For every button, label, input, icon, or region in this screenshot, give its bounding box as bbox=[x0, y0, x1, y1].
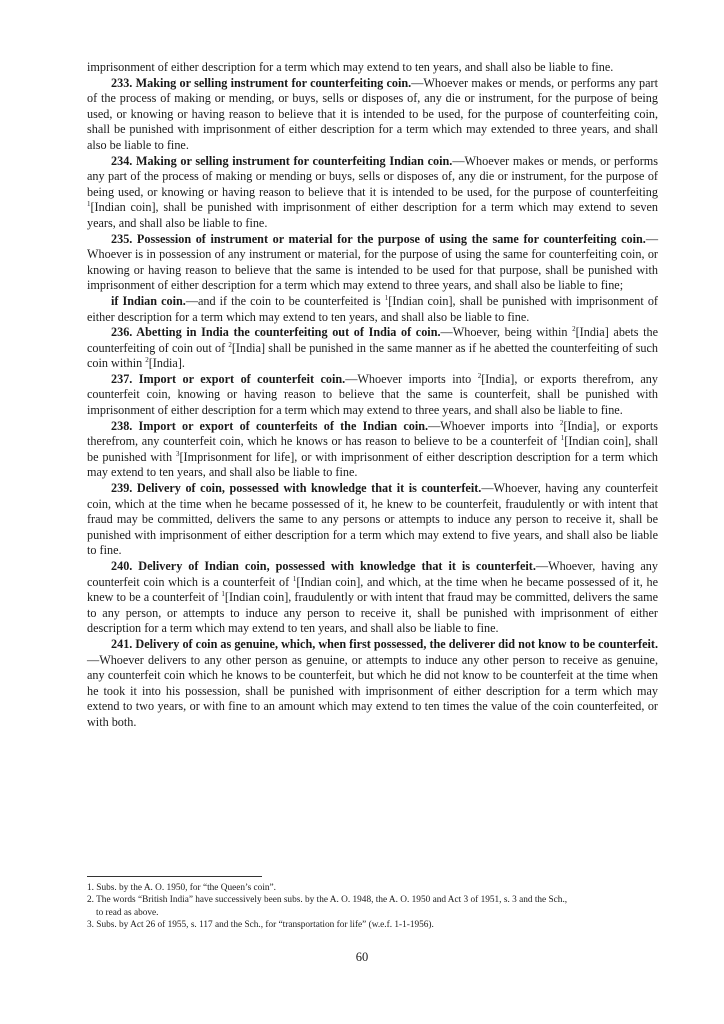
section-heading: 235. Possession of instrument or material for the purpose of using the same for counterfeiting coin. bbox=[111, 231, 646, 246]
section-heading: 233. Making or selling instrument for counterfeiting coin. bbox=[111, 75, 412, 90]
footnote-3: 3. Subs. by Act 26 of 1955, s. 117 and the Sch., for “transportation for life” (w.e.f. 1-1-1956). bbox=[87, 920, 434, 931]
section-text: —and if the coin to be counterfeited is bbox=[185, 293, 385, 308]
footnote-2-continuation: to read as above. bbox=[96, 907, 159, 918]
footnote-ref: 1 bbox=[384, 293, 389, 302]
footnote-2-line: 2. The words “British India” have successively been subs. by the A. O. 1948, the A. O. 1950 and Act 3 of 1951, s. 3 and the Sch., bbox=[87, 895, 568, 906]
footnote-ref: 2 bbox=[559, 418, 564, 427]
section-text: [India], or exports therefrom, any counterfeit coin, which he knows or has reason to believe to be a counterfeit of bbox=[87, 418, 658, 449]
section-text: [Imprisonment for life], or with imprisonment of either description description for a term which may extend to ten years, and shall also be liable to fine. bbox=[87, 449, 658, 480]
section-heading: 238. Import or export of counterfeits of the Indian coin. bbox=[111, 418, 429, 433]
footnote-ref: 1 bbox=[560, 434, 565, 443]
footnote-ref: 3 bbox=[175, 449, 180, 458]
section-heading: 236. Abetting in India the counterfeiting out of India of coin. bbox=[111, 325, 441, 340]
footnotes bbox=[87, 876, 658, 932]
footnote-ref: 2 bbox=[477, 371, 482, 380]
section-text: [Indian coin], shall be punished with imprisonment of either description for a term which may extend to seven years, and shall also be liable to fine. bbox=[87, 200, 658, 230]
section-237 bbox=[87, 372, 658, 419]
section-text: —Whoever makes or mends, or performs any part of the process of making or mending, or buys, sells or disposes of, any die or instrument, for the purpose of being used, or knowing or having reason to believe that it is intended to be used, for the purpose of counterfeiting coin, shall be punished with imprisonment of either description for a term which may extended to three years, and shall also be liable to fine. bbox=[87, 75, 658, 152]
section-234 bbox=[87, 154, 658, 232]
footnote-ref: 2 bbox=[145, 356, 149, 365]
section-236 bbox=[87, 325, 658, 372]
section-text: [India]. bbox=[148, 356, 185, 371]
section-text: [Indian coin], and which, at the time when he became possessed of it, he knew to be a counterfeit of bbox=[87, 574, 658, 605]
section-text: —Whoever is in possession of any instrument or material, for the purpose of using the same for counterfeiting coin, or knowing or having reason to believe that the same is intended to be used for that purpose, shall be punished with imprisonment of either description for a term which may extend to three years, and shall also be liable to fine; bbox=[87, 231, 658, 293]
section-text: —Whoever makes or mends, or performs any part of the process of making or mending or buys, sells or disposes of, any die or instrument, for the purpose of being used, or knowing or having reason to believe that it is intended to be used, for the purpose of counterfeiting bbox=[87, 153, 658, 199]
section-heading: 234. Making or selling instrument for counterfeiting Indian coin. bbox=[111, 153, 453, 168]
section-235 bbox=[87, 232, 658, 294]
section-heading: 237. Import or export of counterfeit coin. bbox=[111, 371, 346, 386]
section-text: [Indian coin], shall be punished with imprisonment of either description for a term which may extend to ten years, and shall also be liable to fine. bbox=[87, 293, 658, 324]
section-text: [Indian coin], shall be punished with bbox=[87, 434, 658, 464]
footnote-divider bbox=[87, 876, 262, 877]
footnote-ref: 1 bbox=[87, 200, 91, 209]
section-235-indian-coin bbox=[87, 294, 658, 325]
section-238 bbox=[87, 419, 658, 481]
section-240 bbox=[87, 559, 658, 637]
section-text: [Indian coin], fraudulently or with intent that fraud may be committed, delivers the same to any person, or attempts to induce any person to receive it, shall be punished with imprisonment of either description for a term which may extend to ten years, and shall also be liable to fine. bbox=[87, 590, 658, 636]
footnote-2 bbox=[87, 894, 658, 919]
section-text: —Whoever imports into bbox=[428, 418, 560, 433]
section-text: [India] abets the counterfeiting of coin out of bbox=[87, 325, 658, 355]
section-text: —Whoever delivers to any other person as genuine, or attempts to induce any other person to receive as genuine, any counterfeit coin which he knows to be counterfeit, but which he did not know to be counterfeit at the time when he took it into his possession, shall be punished with imprisonment of either description for a term which may extend to two years, or with fine to an amount which may extend to ten times the value of the coin counterfeited, or with both. bbox=[87, 652, 658, 729]
section-heading: if Indian coin. bbox=[111, 293, 186, 308]
section-heading: 240. Delivery of Indian coin, possessed with knowledge that it is counterfeit. bbox=[111, 559, 536, 573]
section-239 bbox=[87, 481, 658, 559]
section-text: —Whoever, being within bbox=[440, 325, 573, 340]
section-text: —Whoever imports into bbox=[345, 371, 478, 386]
section-233 bbox=[87, 76, 658, 154]
page-number: 60 bbox=[355, 950, 369, 964]
footnote-ref: 2 bbox=[572, 325, 576, 334]
section-text: —Whoever, having any counterfeit coin which is a counterfeit of bbox=[87, 559, 658, 589]
footnote-1: 1. Subs. by the A. O. 1950, for “the Queen’s coin”. bbox=[87, 883, 277, 893]
footnote-ref: 2 bbox=[228, 340, 232, 349]
document-body bbox=[87, 60, 658, 731]
section-text: [India] shall be punished in the same manner as if he abetted the counterfeiting of such coin within bbox=[87, 340, 658, 371]
section-text: [India], or exports therefrom, any counterfeit coin, knowing or having reason to believe that the same is counterfeit, shall be punished with imprisonment of either description for a term which may extend to three years, and shall also be liable to fine. bbox=[87, 371, 658, 418]
section-heading: 241. Delivery of coin as genuine, which, when first possessed, the deliverer did not know to be counterfeit. bbox=[111, 636, 658, 651]
section-241 bbox=[87, 637, 658, 731]
footnote-ref: 1 bbox=[221, 590, 225, 599]
section-text: —Whoever, having any counterfeit coin, which at the time when he became possessed of it, he knew to be counterfeit, fraudulently or with intent that fraud may be committed, delivers the same to any persons or attempts to induce any person to receive it, shall be punished with imprisonment of either description for a term which may extend to five years, and shall also be liable to fine. bbox=[87, 481, 658, 558]
section-heading: 239. Delivery of coin, possessed with knowledge that it is counterfeit. bbox=[111, 481, 482, 496]
paragraph-continuation: imprisonment of either description for a term which may extend to ten years, and shall also be liable to fine. bbox=[87, 60, 614, 74]
footnote-ref: 1 bbox=[292, 574, 297, 583]
